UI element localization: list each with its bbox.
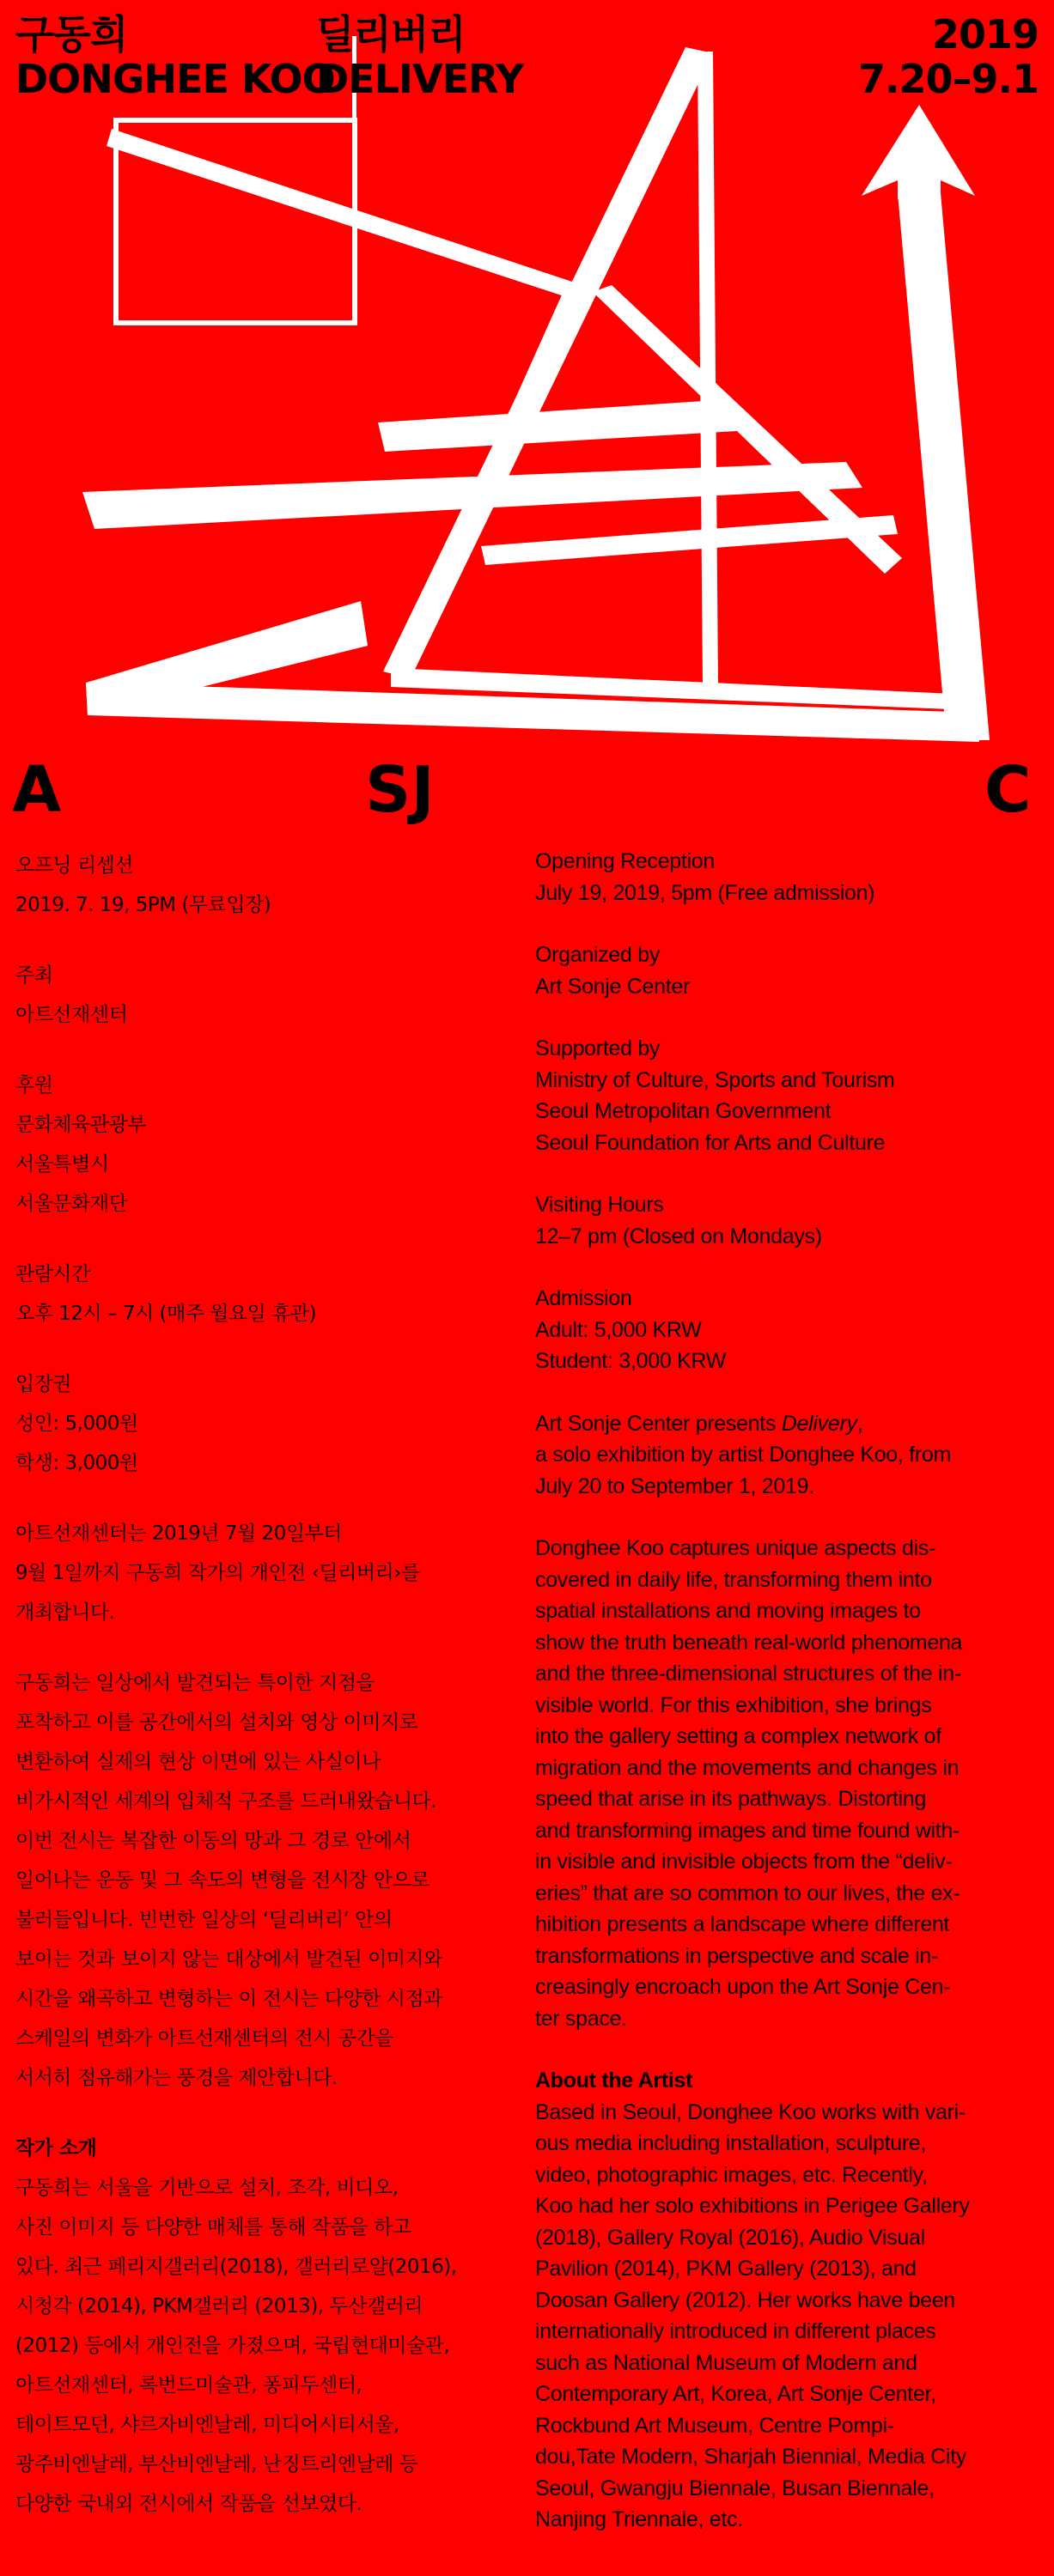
ko-intro <box>15 1514 514 1632</box>
delivery-artwork <box>0 0 1054 756</box>
ko-description <box>15 1663 514 2098</box>
logo-letter-sj: SJ <box>365 753 435 827</box>
en-intro-text <box>535 1408 1042 1503</box>
en-opening-label: Opening Reception <box>535 849 715 873</box>
logo-letter-a: A <box>12 753 62 827</box>
ko-opening-value: 2019. 7. 19, 5PM (무료입장) <box>15 894 271 916</box>
ko-opening-label: 오프닝 리셉션 <box>15 854 134 877</box>
logo-letter-c: C <box>984 753 1032 827</box>
en-opening <box>535 846 1042 908</box>
en-intro-pre: Art Sonje Center presents <box>535 1411 782 1436</box>
exhibition-title-en: DELIVERY <box>316 56 524 102</box>
en-support <box>535 1033 1042 1158</box>
exhibition-dates <box>858 12 1039 101</box>
ko-hours-value: 오후 12시 – 7시 (매주 월요일 휴관) <box>15 1303 317 1325</box>
en-hours <box>535 1189 1042 1252</box>
english-column <box>535 846 1042 2567</box>
ko-organizer <box>15 956 514 1035</box>
en-support-label: Supported by <box>535 1036 661 1060</box>
ko-description-text: 구동희는 일상에서 발견되는 특이한 지점을 포착하고 이를 공간에서의 설치와 영상 이미지로 변환하여 실제의 현상 이면에 있는 사실이나 비가시적인 세계의 입체적 구조를 드러내왔습니다. 이번 전시는 복잡한 이동의 망과 그 경로 안에서 일어나는 운동 및 그 속도의 변형을 전시장 안으로 불러들입니다. 빈번한 일상의 ‘딜리버리’ 안의 보이는 것과 보이지 않는 대상에서 발견된 이미지와 시간을 왜곡하고 변형하는 이 전시는 다양한 시점과 스케일의 변화가 아트선재센터의 전시 공간을 서서히 점유해가는 풍경을 제안합니다. <box>15 1672 442 2089</box>
exhibition-title-ko: 딜리버리 <box>316 11 466 58</box>
artwork-roof-line <box>107 129 593 304</box>
en-support-item: Seoul Foundation for Arts and Culture <box>535 1130 886 1155</box>
ko-admission <box>15 1364 514 1483</box>
artist-name-ko: 구동희 <box>15 11 128 58</box>
ko-support-item: 서울문화재단 <box>15 1193 128 1215</box>
exhibition-year: 2019 <box>931 11 1039 58</box>
en-description <box>535 1533 1042 2034</box>
ko-organizer-label: 주최 <box>15 964 53 987</box>
ko-organizer-value: 아트선재센터 <box>15 1004 128 1026</box>
en-intro-post: , a solo exhibition by artist Donghee Koo, from July 20 to September 1, 2019. <box>535 1411 951 1498</box>
ko-support-item: 서울특별시 <box>15 1153 109 1176</box>
ko-support-label: 후원 <box>15 1074 53 1097</box>
en-organizer-label: Organized by <box>535 943 661 967</box>
ko-opening <box>15 846 514 925</box>
ko-support-item: 문화체육관광부 <box>15 1114 147 1136</box>
en-intro-title: Delivery <box>781 1411 857 1436</box>
ko-intro-text: 아트선재센터는 2019년 7월 20일부터 9월 1일까지 구동희 작가의 개인전 ‹딜리버리›를 개최합니다. <box>15 1522 420 1624</box>
artwork-arrow-head <box>862 105 975 199</box>
en-hours-label: Visiting Hours <box>535 1193 664 1217</box>
en-support-item: Ministry of Culture, Sports and Tourism <box>535 1067 895 1092</box>
ko-about-heading: 작가 소개 <box>15 2137 97 2160</box>
en-admission-student: Student: 3,000 KRW <box>535 1349 727 1373</box>
exhibition-date-range: 7.20–9.1 <box>858 56 1039 102</box>
ko-admission-label: 입장권 <box>15 1373 72 1395</box>
en-about <box>535 2065 1042 2536</box>
ko-hours-label: 관람시간 <box>15 1263 90 1285</box>
korean-column <box>15 846 514 2555</box>
en-about-heading: About the Artist <box>535 2069 693 2093</box>
en-about-text: Based in Seoul, Donghee Koo works with vari- ous media including installation, sculpture, video, photographic images, etc. Recently, Koo had her solo exhibitions in Perigee Gallery (2018), Gallery Royal (2016), Audio Visual Pavilion (2014), PKM Gallery (2013), and Doosan Gallery (2012). Her works have been internationally introduced in different places such as National Museum of Modern and Contemporary Art, Korea, Art Sonje Center, Rockbund Art Museum, Centre Pompi- dou,Tate Modern, Sharjah Biennial, Media City Seoul, Gwangju Biennale, Busan Biennale, Nanjing Triennale, etc. <box>535 2099 970 2531</box>
en-opening-value: July 19, 2019, 5pm (Free admission) <box>535 880 875 905</box>
en-admission <box>535 1283 1042 1377</box>
artwork-middle-beam <box>378 399 737 452</box>
en-admission-adult: Adult: 5,000 KRW <box>535 1317 702 1342</box>
en-description-text: Donghee Koo captures unique aspects dis- covered in daily life, transforming them into spatial installations and moving images to show the truth beneath real-world phenomena and the three-dimensional structures of the in- visible world. For this exhibition, she brings into the gallery setting a complex network of migration and the movements and changes in speed that arise in its pathways. Distorting and transforming images and time found with- in visible and invisible objects from the “deliv- eries” that are so common to our lives, the ex- hibition presents a landscape where different transformations in perspective and scale in- creasingly encroach upon the Art Sonje Cen- ter space. <box>535 1536 963 2031</box>
en-admission-label: Admission <box>535 1286 632 1310</box>
exhibition-title <box>316 12 523 101</box>
en-support-item: Seoul Metropolitan Government <box>535 1099 832 1123</box>
ko-about-text: 구동희는 서울을 기반으로 설치, 조각, 비디오, 사진 이미지 등 다양한 매체를 통해 작품을 하고 있다. 최근 페리지갤러리(2018), 갤러리로얄(2016), 시청각 (2014), PKM갤러리 (2013), 두산갤러리 (2012) 등에서 개인전을 가졌으며, 국립현대미술관, 아트선재센터, 록번드미술관, 퐁피두센터, 테이트모던, 샤르자비엔날레, 미디어시티서울, 광주비엔날레, 부산비엔날레, 난징트리엔날레 등 다양한 국내외 전시에서 작품을 선보였다. <box>15 2177 457 2515</box>
ko-admission-adult: 성인: 5,000원 <box>15 1413 138 1435</box>
ko-admission-student: 학생: 3,000원 <box>15 1452 138 1474</box>
ko-support <box>15 1066 514 1224</box>
ko-hours <box>15 1255 514 1334</box>
en-organizer <box>535 939 1042 1002</box>
en-organizer-value: Art Sonje Center <box>535 974 691 999</box>
en-intro <box>535 1408 1042 1503</box>
artist-name-en: DONGHEE KOO <box>15 56 335 102</box>
artist-name <box>15 12 335 101</box>
ko-about <box>15 2129 514 2524</box>
artwork-shaft <box>898 193 990 740</box>
en-hours-value: 12–7 pm (Closed on Mondays) <box>535 1224 822 1249</box>
artwork-inner-beam <box>481 515 898 565</box>
